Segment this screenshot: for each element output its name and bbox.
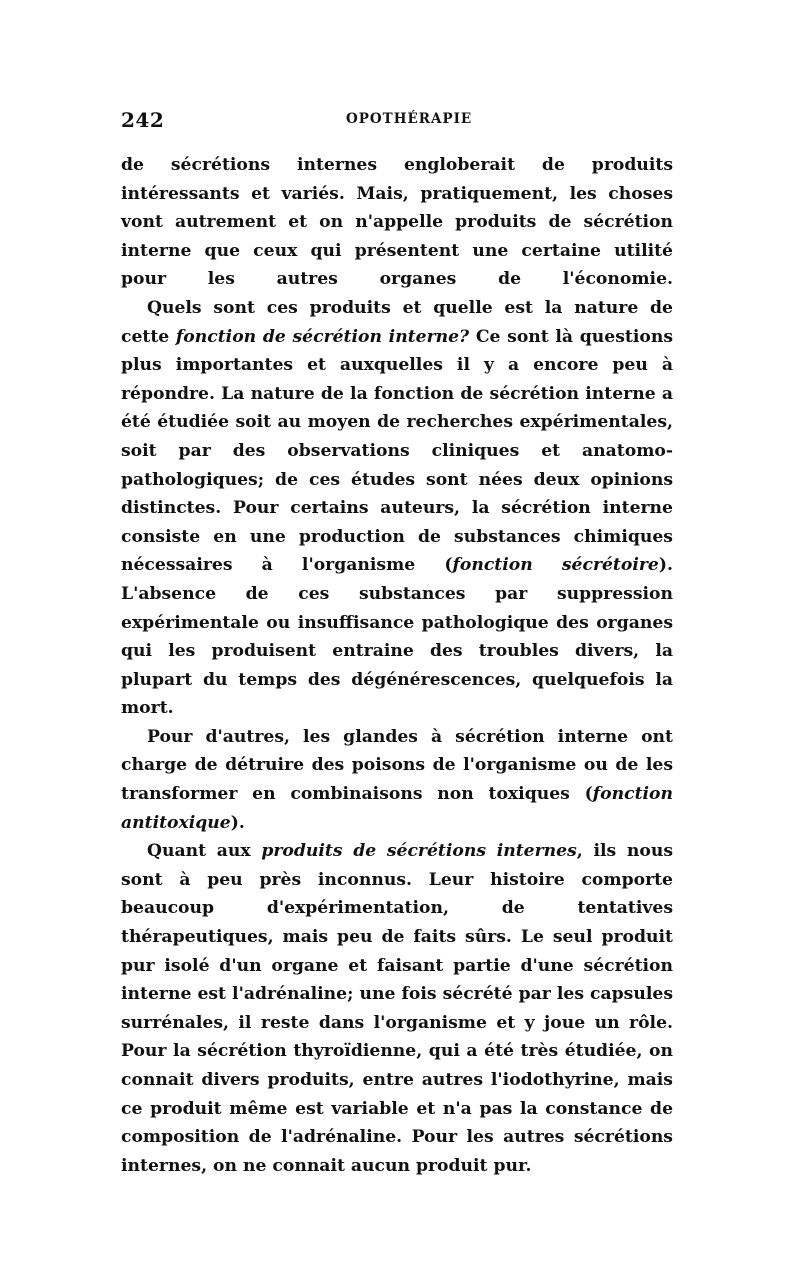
paragraph-3	[121, 723, 673, 837]
paragraph-2-text-c: ). L'absence de ces substances par suppression expérimentale ou insuffisance pathologique des organes qui les produisent entraine des troubles divers, la plupart du temps des dégénérescences, quelquefois la mort.	[121, 555, 673, 719]
paragraph-3-text-a: Pour d'autres, les glandes à sécrétion interne ont charge de détruire des poisons de l'organisme ou de les transformer en combinaisons non toxiques (	[121, 726, 673, 805]
paragraph-2	[121, 294, 673, 723]
running-title: OPOTHÉRAPIE	[346, 111, 473, 127]
paragraph-2-italic-b: fonction sécrétoire	[452, 555, 659, 576]
paragraph-3-italic: fonction antitoxique	[121, 784, 673, 833]
paragraph-4	[121, 837, 673, 1180]
page-header	[121, 108, 673, 138]
paragraph-4-italic: produits de sécrétions internes	[261, 841, 577, 862]
book-page	[121, 108, 673, 1180]
body-text	[121, 151, 673, 1180]
paragraph-2-text-b: Ce sont là questions plus importantes et auxquelles il y a encore peu à répondre. La nature de la fonction de sécrétion interne a été étudiée soit au moyen de recherches expérimentales, soit par des observations cliniques et anatomo-pathologiques; de ces études sont nées deux opinions distinctes. Pour certains auteurs, la sécrétion interne consiste en une production de substances chimiques nécessaires à l'organisme (	[121, 326, 673, 576]
paragraph-1-text: de sécrétions internes engloberait de produits intéressants et variés. Mais, pratiquement, les choses vont autrement et on n'appelle produits de sécrétion interne que ceux qui présentent une certaine utilité pour les autres organes de l'économie.	[121, 155, 673, 290]
paragraph-3-text-b: ).	[230, 812, 245, 833]
paragraph-4-text-a: Quant aux	[147, 841, 262, 862]
paragraph-2-italic-a: fonction de sécrétion interne?	[175, 326, 470, 347]
paragraph-4-text-b: , ils nous sont à peu près inconnus. Leur histoire comporte beaucoup d'expérimentation, de tentatives thérapeutiques, mais peu de faits sûrs. Le seul produit pur isolé d'un organe et faisant partie d'une sécrétion interne est l'adrénaline; une fois sécrété par les capsules surrénales, il reste dans l'organisme et y joue un rôle. Pour la sécrétion thyroïdienne, qui a été très étudiée, on connait divers produits, entre autres l'iodothyrine, mais ce produit même est variable et n'a pas la constance de composition de l'adrénaline. Pour les autres sécrétions internes, on ne connait aucun produit pur.	[121, 841, 673, 1176]
page-number: 242	[121, 108, 165, 132]
paragraph-1	[121, 151, 673, 294]
paragraph-2-text-a: Quels sont ces produits et quelle est la nature de cette	[121, 297, 673, 347]
